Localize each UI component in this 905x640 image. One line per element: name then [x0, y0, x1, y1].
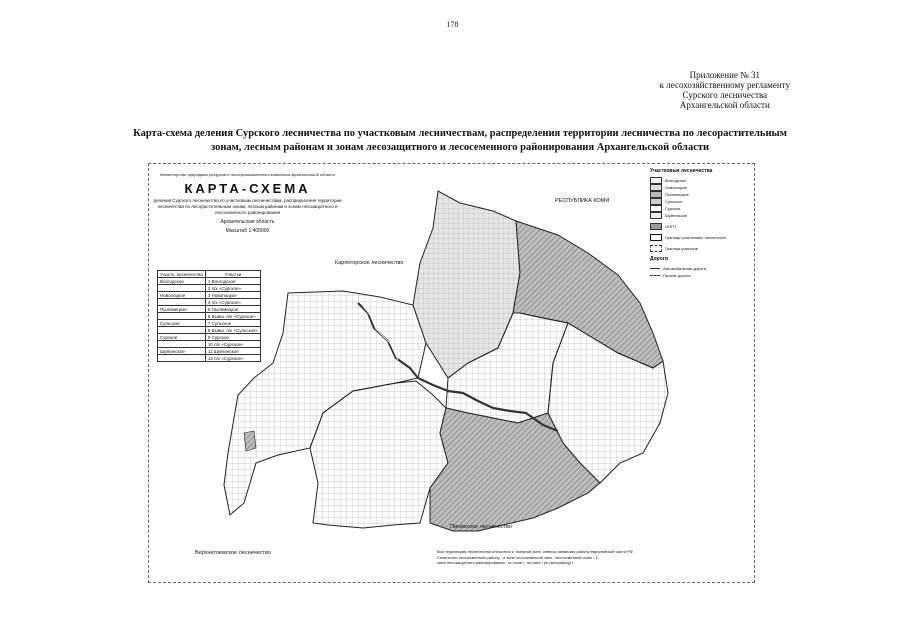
- legend-road: Автомобильная дорога: [650, 265, 750, 272]
- row-unit: 8 Бывш. п/х «Сульское»: [205, 327, 260, 334]
- row-unit: 5 Пылемецкое: [205, 306, 260, 313]
- row-unit: 3 Новопоцкое: [205, 292, 260, 299]
- appendix-line: Архангельской области: [679, 100, 770, 110]
- legend-item: Пылемецкое: [650, 191, 750, 198]
- map-legend: [650, 168, 750, 279]
- footnote-line: Вся территория лесничества относится к: таежной зоне, северо-таежному району европейской части РФ,: [437, 549, 634, 554]
- table-row: [158, 292, 261, 299]
- page-number: 178: [446, 20, 459, 29]
- footnote-line: зона лесозащитного районирования - по зоне I, по зоне I (по ветровалу) I: [437, 560, 574, 565]
- legend-item: Вонгодское: [650, 177, 750, 184]
- table-row: [158, 355, 261, 362]
- map-header: [150, 172, 345, 234]
- row-unit: 7 Сульское: [205, 320, 260, 327]
- legend-roads-title: Дороги: [650, 256, 668, 262]
- table-row: [158, 341, 261, 348]
- table-header: Участки: [205, 271, 260, 278]
- map-org: Министерство природных ресурсов и лесопромышленного комплекса Архангельской области: [160, 172, 335, 177]
- document-title: Карта-схема деления Сурского лесничества по участковым лесничествам, распределения территории лесничества по лесорастительным зонам, лесным районам и зонам лесозащитного и лесосеменного районирования Архангельской области: [133, 128, 787, 153]
- map-description: деления Сурского лесничества по участковым лесничествам, распределения территории лесничества по лесорастительным зонам, лесным районам и зонам лесозащитного и лесосеменного районирования: [153, 198, 342, 215]
- units-table: [157, 270, 261, 362]
- legend-item: Сурское: [650, 205, 750, 212]
- row-name: Шуйгинское: [158, 348, 206, 355]
- legend-road: Прочие дороги: [650, 272, 750, 279]
- legend-item: Сульское: [650, 198, 750, 205]
- row-unit: 9 Сурское: [205, 334, 260, 341]
- row-name: Сульское: [158, 320, 206, 327]
- legend-item: ООПТ: [650, 223, 750, 230]
- row-unit: 1 Вонгодское: [205, 278, 260, 285]
- table-row: [158, 313, 261, 320]
- legend-title: Участковые лесничества: [650, 168, 713, 174]
- map-scale: Масштаб 1:400000: [225, 228, 270, 234]
- row-unit: 10 п/х «Сурское»: [205, 341, 260, 348]
- table-header: Участк. лесничества: [158, 271, 206, 278]
- row-name: Сурское: [158, 334, 206, 341]
- row-unit: 2 п/х «Сурское»: [205, 285, 260, 292]
- table-row: [158, 285, 261, 292]
- table-row: [158, 306, 261, 313]
- legend-item: Границы участковых лесничеств: [650, 234, 750, 241]
- map-region: Архангельская область: [220, 219, 275, 225]
- legend-item: Шуйгинское: [650, 212, 750, 219]
- map-footnote: [437, 549, 717, 566]
- row-name: Пылемецкое: [158, 306, 206, 313]
- label-verkhnetoem: Верхнетоемское лесничество: [195, 550, 271, 556]
- appendix-header: [660, 70, 790, 110]
- table-row: [158, 327, 261, 334]
- row-unit: 4 п/х «Сурское»: [205, 299, 260, 306]
- legend-item: Новопоцкое: [650, 184, 750, 191]
- appendix-line: к лесохозяйственному регламенту: [659, 80, 790, 90]
- row-unit: 11 Шуйгинское: [205, 348, 260, 355]
- table-row: [158, 334, 261, 341]
- label-pinega: Пинежское лесничество: [450, 524, 512, 530]
- row-unit: 12 п/х «Сурское»: [205, 355, 260, 362]
- table-row: [158, 278, 261, 285]
- label-komi: РЕСПУБЛИКА КОМИ: [555, 198, 610, 204]
- appendix-line: Сурского лесничества: [682, 90, 768, 100]
- appendix-line: Приложение № 31: [689, 70, 761, 80]
- row-name: Вонгодское: [158, 278, 206, 285]
- table-row: [158, 348, 261, 355]
- map-heading: КАРТА-СХЕМА: [184, 181, 311, 196]
- table-row: [158, 299, 261, 306]
- table-row: [158, 320, 261, 327]
- label-karpogory: Карпогорское лесничество: [335, 260, 404, 266]
- row-name: Новопоцкое: [158, 292, 206, 299]
- footnote-line: Сесеночно-лесосеменной району - в зоне лесосеменной зоне, лесосеменной зоны - 1;: [437, 554, 599, 560]
- row-unit: 6 Бывш. п/х «Сурское»: [205, 313, 260, 320]
- legend-item: Граница участков: [650, 245, 750, 252]
